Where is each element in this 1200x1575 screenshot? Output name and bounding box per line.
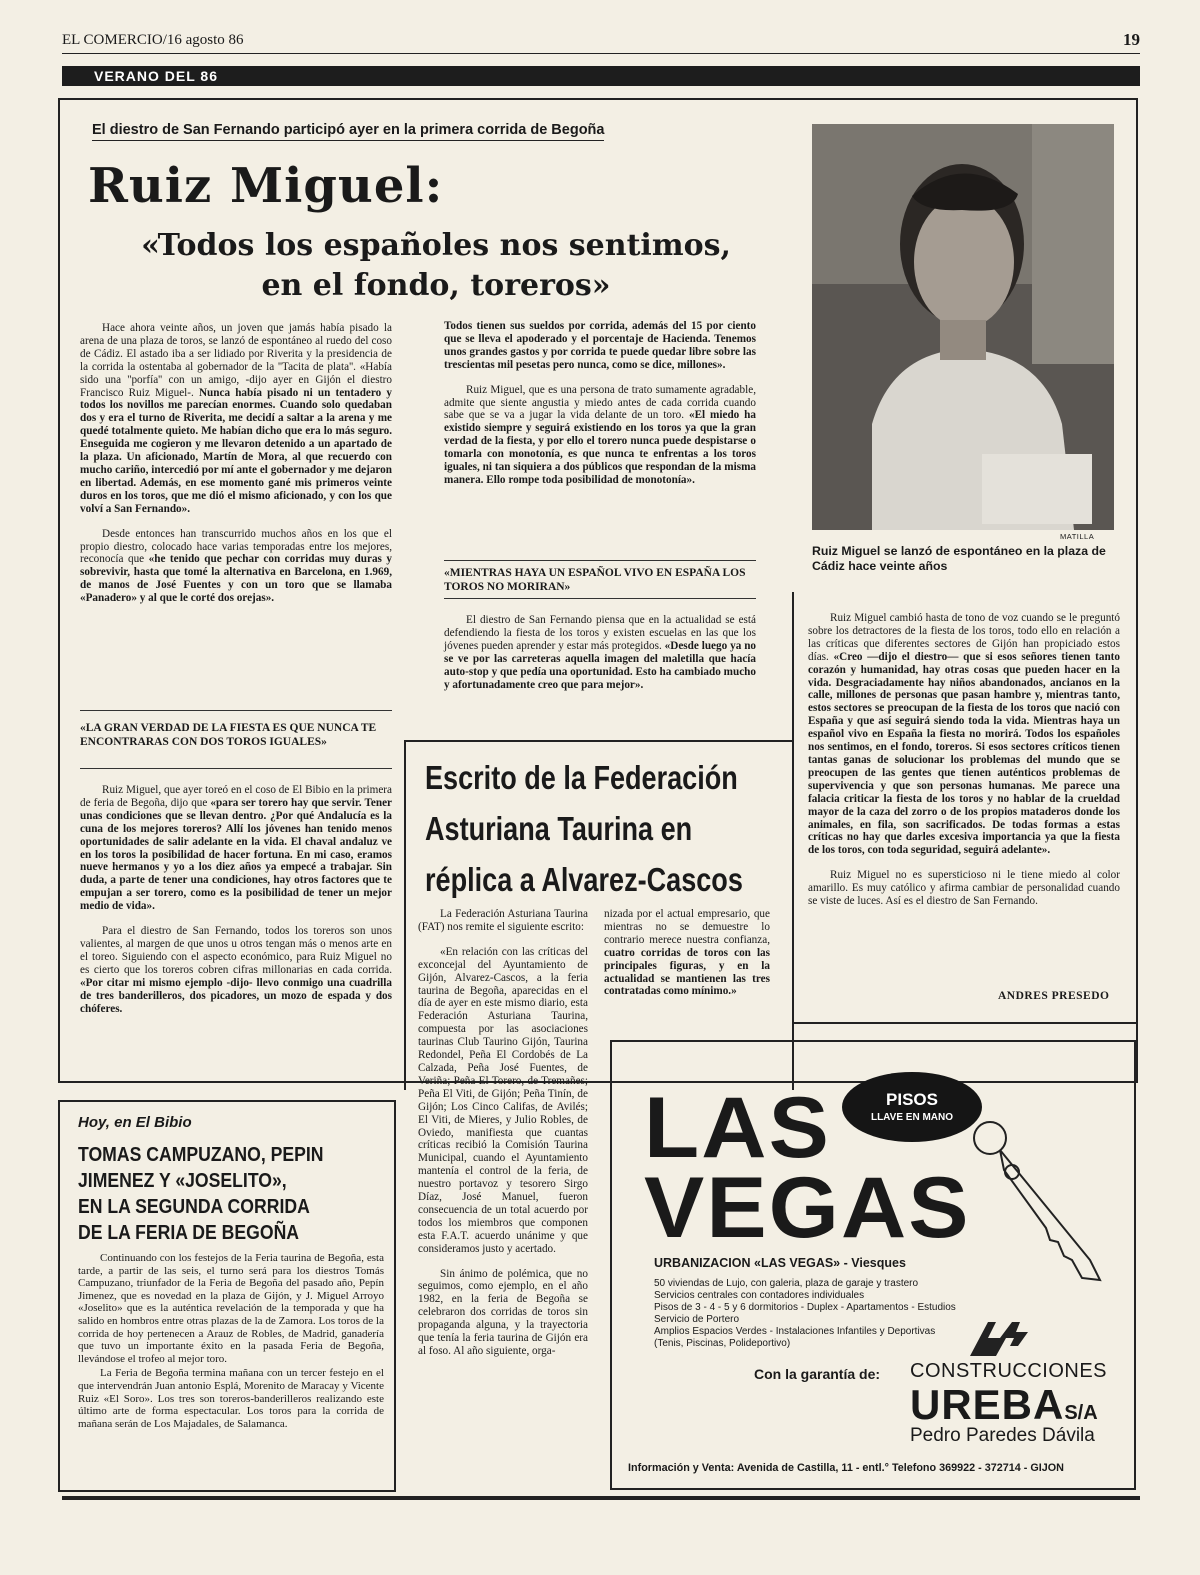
ad-info: Información y Venta: Avenida de Castilla, 11 - entl.° Telefono 369922 - 372714 - GIJON (628, 1462, 1064, 1474)
ad-heading: URBANIZACION «LAS VEGAS» - Viesques (654, 1256, 906, 1270)
divider (80, 768, 392, 769)
divider (80, 710, 392, 711)
main-kicker: El diestro de San Fernando participó ayer en la primera corrida de Begoña (92, 122, 604, 141)
main-column-3: Ruiz Miguel cambió hasta de tono de voz cuando se le preguntó sobre los detractores de la fiesta de los toros, todo ello en relación a las críticas que diferentes sectores de Gijón han propiciado estos días. «Creo —dijo el diestro— que si esos señores tienen tanto corazón y humanidad, hay otras cosas que pueden hacer en la vida. Desgraciadamente hay niños abandonados, ancianos en la calle, millones de personas que pasan hambre y, mientras tanto, estos sectores se preocupan de la fiesta de los toros que nació con España y que así seguirá siendo toda la vida. Mientras haya un español vivo en España la fiesta no morirá. Todos los españoles nos sentimos, en el fondo, toreros. Si esos sectores críticos tienen tantas ganas de solucionar los problemas del mundo que se preocupen de las gentes que tienen auténticos problemas de supervivencia y que son personas humanas. Me parece una falacia criticar la fiesta de los toros y no hablar de la crueldad mayor de la caza del zorro o de los propios mataderos donde los animales, en fila, son sacrificados. De todas formas a estas críticas no hay que darles excesiva importancia ya que la fiesta de los toros, con toda seguridad, seguirá adelante». Ruiz Miguel no es supersticioso ni le tiene miedo al color amarillo. Es muy católico y afirma cambiar de personalidad cuando se viste de luces. Así es el diestro de San Fernando. (808, 612, 1120, 908)
fat-column-right: nizada por el actual empresario, que mientras no se demuestre lo contrario merece nuestra confianza, cuatro corridas de toros con las principales figuras, y en la actualidad se mantienen las tres contratadas como mínimo.» (604, 908, 770, 998)
fat-title: Escrito de la Federación Asturiana Taurina en réplica a Alvarez-Cascos (425, 759, 743, 898)
ad-brand: LAS VEGAS (644, 1080, 971, 1256)
main-column-1-continued: Ruiz Miguel, que ayer toreó en el coso de El Bibio en la primera de feria de Begoña, dijo que «para ser torero hay que servir. Tener unas condiciones que se llevan dentro. ¿Por qué Andalucía es la cuna de los mejores toreros? Allí los jóvenes han tenido menos oportunidades de salir adelante en la vida. El chaval andaluz ve en los toros la posibilidad de hacer fortuna. En mi caso, eramos nueve hermanos y yo a los diez años ya empecé a trabajar. Sin duda, a parte de tener una condiciones, hay otros factores que te empujan a ser torero, como es la posibilidad de tener un mejor medio de vida». Para el diestro de San Fernando, todos los toreros son unos valientes, al margen de que unos u otros tengan más o menos arte en el toreo. Siguiendo con el aspecto económico, para Ruiz Miguel no es cierto que los toreros cobren cifras millonarias en cada corrida. «Por citar mi mismo ejemplo -dijo- llevo conmigo una cuadrilla de tres banderilleros, dos picadores, un mozo de espada y dos chóferes. (80, 784, 393, 1015)
ad-guarantee: Con la garantía de: (754, 1366, 881, 1382)
portrait-illustration (812, 124, 1114, 530)
divider (444, 598, 756, 599)
subtitle-line: «Todos los españoles nos sentimos, (141, 228, 731, 263)
main-title: Ruiz Miguel: (88, 158, 444, 214)
photo-credit: MATILLA (1060, 532, 1095, 541)
portrait-photo (812, 124, 1114, 530)
ad-keychain-tag: PISOS LLAVE EN MANO (842, 1072, 982, 1142)
main-subtitle (86, 226, 786, 306)
key-icon (960, 1110, 1110, 1290)
photo-caption: Ruiz Miguel se lanzó de espontáneo en la plaza de Cádiz hace veinte años (812, 544, 1106, 573)
divider (444, 560, 756, 561)
main-column-2: Todos tienen sus sueldos por corrida, además del 15 por ciento que se lleva el apoderado y el porcentaje de Hacienda. Tenemos unos grandes gastos y por corrida te puede quedar libre sobre las trescientas mil pesetas pero nunca, como se dice, millones». Ruiz Miguel, que es una persona de trato sumamente agradable, admite que siente angustia y miedo antes de cada corrida cuando sabe que se va a jugar la vida delante de un toro. «El miedo ha existido siempre y seguirá existiendo en los toros ya que la gran verdad de la fiesta, y por ello el torero nunca puede despistarse o tomarla con monotonía, es que nunca te enfrentas a los toros iguales, ni tan siquiera a dos públicos que respondan de la misma manera. Ello rompe toda posibilidad de monotonía». (444, 320, 756, 486)
pull-quote: «LA GRAN VERDAD DE LA FIESTA ES QUE NUNCA TE ENCONTRARAS CON DOS TOROS IGUALES» (80, 722, 377, 748)
fat-column-left: La Federación Asturiana Taurina (FAT) nos remite el siguiente escrito: «En relación con las críticas del exconcejal del Ayuntamiento de Gijón, Alvarez-Cascos, a la feria taurina de Begoña, aparecidas en el día de ayer en este mismo diario, esta Federación Asturiana Taurina, compuesta por las asociaciones taurinas Club Taurino Gijón, Taurina Redondel, Peña El Cordobés de La Calzada, Peña José Fuentes, de Veriña; Peña El Torero, de Tremañes; Peña El Viti, de Gijón; Peña Tinín, de Gijón; Los Cinco Califas, de Avilés; El Viti, de Mieres, y Julio Robles, de Oviedo, manifiesta que cuantas críticas recibió la Comisión Taurina Municipal, cuando el Ayuntamiento mantenía el control de la feria, de nuestro portavoz y tesorero Sirgo Díaz, José Manuel, fueron consecuencia de un total acuerdo por todos los miembros que componen esta F.A.T. acuerdo unánime y que consideramos justo y acertado. Sin ánimo de polémica, que no seguimos, como ejemplo, en el año 1982, en la feria de Begoña se celebraron dos corridas de toros sin propaganda alguna, y la trayectoria que tenía la feria taurina de Gijón era al foso. Al año siguiente, orga- (418, 908, 588, 1357)
hoy-kicker: Hoy, en El Bibio (78, 1114, 192, 1131)
pull-quote: «MIENTRAS HAYA UN ESPAÑOL VIVO EN ESPAÑA LOS TOROS NO MORIRAN» (444, 567, 746, 593)
page-number: 19 (1123, 30, 1140, 49)
ad-features: 50 viviendas de Lujo, con galeria, plaza de garaje y trastero Servicios centrales con contadores individuales Pisos de 3 - 4 - 5 y 6 dormitorios - Duplex - Apartamentos - Estudios Servicio de Portero Amplios Espacios Verdes - Instalaciones Infantiles y Deportivas (Tenis, Piscinas, Polideportivo) (654, 1278, 956, 1349)
newspaper-date: EL COMERCIO/16 agosto 86 (62, 32, 244, 48)
hoy-body: Continuando con los festejos de la Feria taurina de Begoña, esta tarde, a partir de las seis, el turno será para los diestros Tomás Campuzano, triunfador de la Feria de Begoña del pasado año, Pepín Jimenez, que es novedad en la plaza de Gijón, y J. Miguel Arroyo «Joselito» que es la auténtica revelación de la temporada y que ha salido en hombros entre otras plazas de la de Zamora. Los toros de la corrida de hoy pertenecen a Arauz de Robles, de Madrid, ganadería que tuvo un importante éxito en la pasada Feria de Begoña, llevándose el trofeo al mejor toro. La Feria de Begoña termina mañana con un tercer festejo en el que intervendrán Juan antonio Esplá, Morenito de Maracay y Vicente Ruiz «El Soro». Los tres son toreros-banderilleros realizando este último arte de forma espectacular. Los toros para la corrida de mañana serán de Los Majadales, de Salamanca. (78, 1252, 384, 1430)
ad-company: CONSTRUCCIONES UREBAS/A Pedro Paredes Dávila (910, 1360, 1108, 1446)
ureba-logo-icon (966, 1316, 1032, 1364)
column3-box-frame (792, 592, 1138, 1024)
hoy-title: TOMAS CAMPUZANO, PEPIN JIMENEZ Y «JOSELITO», EN LA SEGUNDA CORRIDA DE LA FERIA DE BEGOÑA (78, 1143, 324, 1244)
page-header (62, 30, 1140, 54)
section-band: VERANO DEL 86 (62, 66, 1140, 86)
main-column-1: Hace ahora veinte años, un joven que jamás había pisado la arena de una plaza de toros, se lanzó de espontáneo al ruedo del coso de Cádiz. El astado iba a ser lidiado por Riverita y la presidencia de la corrida la ostentaba al gobernador de la ''Tacita de plata''. «Había sido una ''porfía'' con un amigo, -dijo ayer en Gijón el diestro Francisco Ruiz Miguel-. Nunca había pisado ni un tentadero y todos los novillos me parecían enormes. Cuando solo quedaban dos y era el turno de Riverita, me decidí a saltar a la arena y me quedé totalmente quieto. Me habían dicho que era lo más seguro. Enseguida me cogieron y me llevaron detenido a un apartado de la plaza. Un aficionado, Martín de Mora, al que recuerdo con mucho cariño, intercedió por mí ante el gobernador y me dejaron en libertad. Además, en ese momento gané mis primeros veinte duros en los toros, que me dió el mismo aficionado, y con los que volví a San Fernando». Desde entonces han transcurrido muchos años en los que el propio diestro, colocado hace varias temporadas entre los mejores, reconocía que «he tenido que pechar con corridas muy duras y sobrevivir, hasta que tomé la alternativa en Barcelona, en 1.969, de manos de José Fuentes y con un toro que se llamaba «Panadero» y al que le corté dos orejas». (80, 322, 393, 605)
subtitle-line: en el fondo, toreros» (261, 268, 611, 303)
bottom-rule (62, 1496, 1140, 1500)
byline: ANDRES PRESEDO (998, 990, 1110, 1002)
main-column-2-continued: El diestro de San Fernando piensa que en la actualidad se está defendiendo la fiesta de los toros y existen escuelas en las que los jóvenes pueden aprender y estar más protegidos. «Desde luego ya no se ve por las carreteras aquella imagen del maletilla que hacía auto-stop y que pedía una oportunidad. Esto ha cambiado mucho y afortunadamente creo que para mejor». (444, 614, 757, 691)
